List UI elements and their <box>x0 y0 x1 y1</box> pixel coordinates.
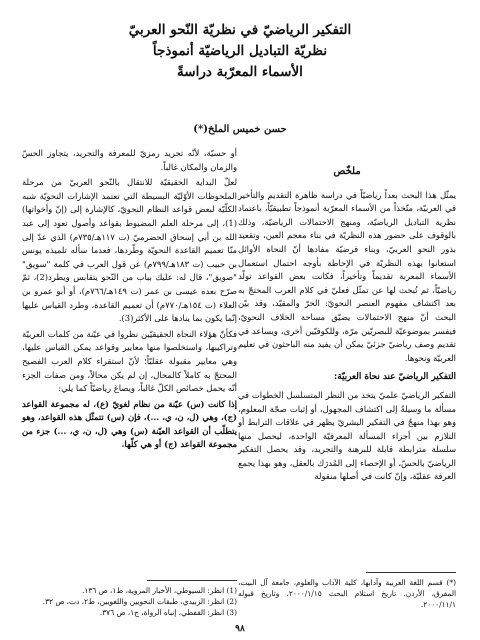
footnote-divider <box>366 572 456 573</box>
right-column <box>238 147 456 486</box>
footnotes-left <box>22 580 237 618</box>
title-line-2: نظريّة التباديل الرياضيّة أنموذجاً <box>152 43 328 59</box>
section-heading: التفكير الرياضيّ عند نحاة العربيّة: <box>334 372 456 383</box>
footnotes-right <box>238 572 456 610</box>
section-text: التفكير الرياضيّ علميّ يتخذ من النظر المتسلسل الخطوات في مسألة ما وسيلةً إلى اكتشاف المجهول، أو إثبات صحّة المعلوم، وهو بهذا منهجٌ في التفكير البشريّ يظهر في علاقات الترابط أو التلازم بين أجزاء المسألة المعرفيّة الواحدة، ليحصل منها سلسلة مترابطة قابلة للبرهنة والتجريد، وقد يحصل التفكير الرياضيّ بالحسّ، أو الإحصاء إلى المُدرَك بالعقل، وهو بهذا يجمع العرفة عقليّة، وإنّ كانت في أصلها منقولة <box>238 389 456 482</box>
abstract-heading: ملخّص <box>333 166 361 177</box>
abstract-text: يمثّل هذا البحث بعداً رياضيّاً في دراسة ظاهرة التقديم والتأخير في العربيّة، متّخذاً من الأسماء المعرّبة أنموذجاً تطبيقيّاً، باعتماد نظرية التباديل الرياضيّة، ومنهج الاحتمالات الرياضيّة، وذلك بالوقوف على حضور هذه النظريّة في بناء معجم العين، وتقعيد بذور النحو العربيّ، وبناء فرضيّة مفادها أنّ النحاة الأوائل استعانوا بهذه النظريّة في الإحاطة بأوجه احتمال استعمال الأسماء المعربة تقديماً وتأخيراً، فكانت بعض القواعد تولّد رياضيّاً، ثم تُبحث لها عن تمثّل فعليّ في كلام العرب المحتجّ به بعد اكتشاف مفهوم العنصر النحويّ: الحرّ والمقيّد، وقد بيّن البحث أنّ منهج الاحتمالات يضيّق مساحة الخلاف النحويّ، فيفسر بموضوعيّة للبصريّين مرّة، وللكوفيّين أخرى، ويساعد في تقديم وصف رياضيّ جزئيّ يمكن أن يفيد منه الباحثون في تعليم العربيّة ونحوها. <box>238 189 456 363</box>
left-paragraph-2: لعلّ البداية الحقيقيّة للانتقال بالنّحو العربيّ من مرحلة الملحوظات الأوّليّة البسيطة التي تعتمد الإشارات النحويّة شبه الكلّيّة لبعض قواعد النظام النحويّ، كالإشارة إلى (إنّ وأخواتها)(1)، إلى مرحلة العلم المضبوط بقواعد وأصول تعود إلى عبد الله بن أبي إسحاق الحضرميّ (ت ١١٧هـ/٧٣٥م) الذي عدّ إلى منّا تعميم القاعدة النحويّة وطّردها، فعدما سأله تلميذه يونس بن حبيب (ت ١٨٣هـ/٧٩٩م) عن قول العرب في كلمة "سويق" "صويق"، قال له: عليك بباب من النّحو يتقابس ويطرد(2)، ثمّ صرّح بعده عيسى بن عمر (ت ١٤٩هـ/٧٦٦م)، أو أبو عمرو بن العلاء (ت ١٥٤هـ/٧٧٠م) أن تعميم القاعدة، وطرد القياس عليها إنّما يكون بما ينادها على الأكثر(3). <box>22 177 238 324</box>
footnote-affiliation: (*) قسم اللغة العربية وآدابها، كلية الآداب والعلوم، جامعة آل البيت، المفرق، الأردن. تاريخ استلام البحث ٢٠٠٠/١/١٥، وتاريخ قبوله ٢٠٠٠/١١/١. <box>238 578 456 609</box>
title-block <box>60 20 420 83</box>
footnote-divider <box>147 580 237 581</box>
footnote-3: (3) انظر: القفطي، إنباه الرواة، ج١، ص ٣٧٦. <box>99 608 237 617</box>
left-column <box>22 147 237 454</box>
title-line-1: التفكير الرياضيّ في نظريّة النّحو العربيّ <box>128 22 352 38</box>
title-line-3: الأسماء المعرّبة دراسةً <box>177 64 303 80</box>
left-paragraph-3: فكأنّ هؤلاء النحاة الحقيقيّين نظروا في عيّنة من كلمات العربيّة وتراكيبها، واستخلصوا منها معايير وقواعد يمكن القياس عليها، وهي معايير مقبولة عقليّاً؛ لأنّ استقراء كلام العرب الفصيح المحتجّ به كاملاً كالمحال، إن لم يكن محالاً، ومن صفات الجزء أنّه يحمل خصائص الكلّ غالباً، ويصاغ رياضيّاً كما يلي: <box>22 328 237 394</box>
left-paragraph-4: إذا كانت (س) عيّنة من نظام لغويّ (ع)، له مجموعة القواعد (ج)، وهي (ل، ن، ي، ...)، فإن (س) تتمثّل هذه القواعد، وهو يتطلّب أن القواعد العيّنة (س) وهي (ل، ن، ي، ...) جزء من مجموعة القواعد (ج) أو هي كلّها. <box>22 398 237 450</box>
footnote-1: (1) انظر: السيوطي، الأخبار المروية، ط١، ص ١٣٦. <box>82 586 237 595</box>
author-name: حسن خميس الملخ(*) <box>193 124 287 135</box>
page-number: ٩٨ <box>235 624 245 634</box>
footnote-2: (2) انظر: الزبيدي، طبقات النحويين واللغويين، ط٢، دت، ص ٣٢. <box>42 597 237 606</box>
left-paragraph-1: أو حسيّة، لأنّه تجريد رمزيّ للمعرفة والتجريد، يتجاوز الحسّ والزمان والمكان غالباً. <box>22 148 237 172</box>
